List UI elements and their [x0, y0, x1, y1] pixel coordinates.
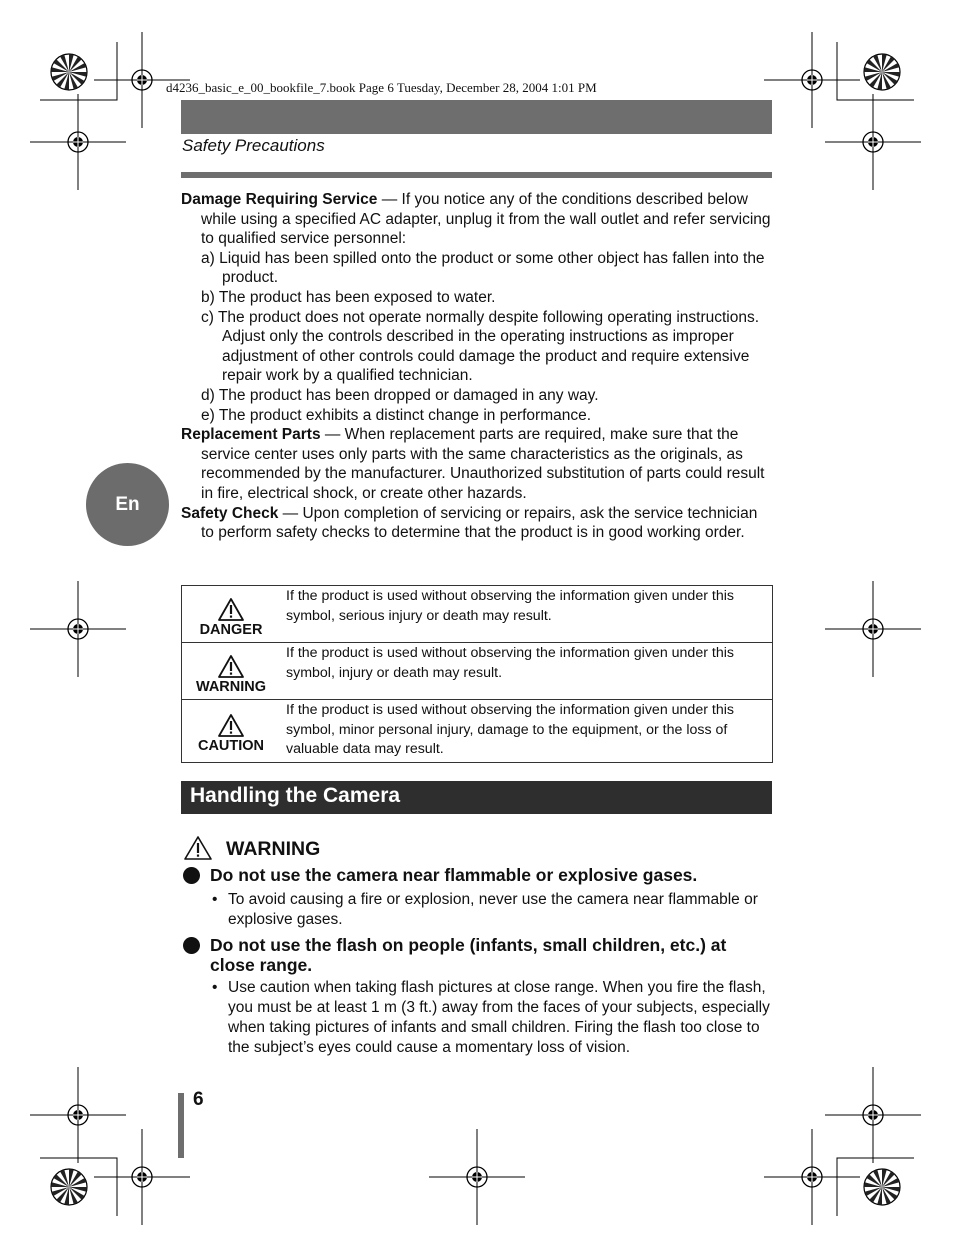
item-marker: e) — [201, 406, 215, 424]
header-bar — [181, 100, 772, 134]
item-text: The product has been dropped or damaged in any way. — [218, 386, 599, 404]
replacement-text: — When replacement parts are required, make sure that the service center uses only parts with the same characteristics as the originals, as recommended by the manufacturer. Unauthorized substitution of parts could result in fire, electrical shock, or create other hazards. — [201, 426, 765, 502]
list-item — [181, 288, 773, 308]
warning-item-text: To avoid causing a fire or explosion, never use the camera near flammable or explosive gases. — [228, 891, 758, 928]
hazard-symbol-table — [181, 585, 773, 763]
sub-bullet: • — [212, 891, 218, 908]
page-number: 6 — [193, 1089, 204, 1110]
caution-description: If the product is used without observing the information given under this symbol, minor personal injury, damage to the equipment, or the loss of valuable data may result. — [286, 702, 734, 758]
symbol-cell — [182, 700, 280, 762]
danger-description: If the product is used without observing the information given under this symbol, serious injury or death may result. — [286, 588, 734, 624]
item-text: The product exhibits a distinct change in performance. — [218, 406, 592, 424]
print-header-info: d4236_basic_e_00_bookfile_7.book Page 6 Tuesday, December 28, 2004 1:01 PM — [166, 80, 597, 95]
warning-item-heading — [183, 866, 773, 886]
section-label: Safety Precautions — [182, 136, 325, 155]
replacement-paragraph — [181, 425, 773, 503]
warning-description: If the product is used without observing the information given under this symbol, injury or death may result. — [286, 645, 734, 681]
bullet-dot-icon — [183, 867, 200, 884]
section-rule — [181, 172, 772, 178]
table-row — [182, 642, 772, 699]
section-heading-bar — [181, 781, 772, 814]
replacement-title: Replacement Parts — [181, 426, 321, 444]
item-marker: b) — [201, 288, 215, 306]
warning-triangle-icon — [183, 835, 213, 861]
symbol-cell — [182, 586, 280, 642]
safety-check-paragraph — [181, 504, 773, 543]
page-number-bar — [178, 1093, 184, 1158]
service-text — [181, 190, 773, 543]
warning-item-heading — [183, 936, 773, 975]
safety-check-title: Safety Check — [181, 504, 279, 522]
warning-label: WARNING — [195, 679, 267, 695]
table-row — [182, 586, 772, 642]
warning-item-title: Do not use the flash on people (infants, small children, etc.) at close range. — [210, 935, 727, 975]
damage-paragraph — [181, 190, 773, 249]
item-text: Liquid has been spilled onto the product or some other object has fallen into the product. — [219, 249, 765, 287]
warning-triangle-icon — [217, 713, 245, 738]
list-item — [181, 386, 773, 406]
safety-check-text: — Upon completion of servicing or repairs, ask the service technician to perform safety checks to determine that the product is in good working order. — [201, 504, 758, 542]
section-heading: Handling the Camera — [190, 784, 401, 807]
warning-item-detail — [212, 978, 772, 1058]
item-marker: d) — [201, 386, 215, 404]
caution-label: CAUTION — [197, 738, 265, 754]
list-item — [181, 406, 773, 426]
warning-item-detail — [212, 890, 772, 930]
warning-heading — [183, 834, 320, 861]
item-marker: a) — [201, 249, 215, 267]
language-tab: En — [86, 463, 169, 546]
danger-label: DANGER — [199, 622, 263, 638]
warning-triangle-icon — [217, 597, 245, 622]
sub-bullet: • — [212, 979, 218, 996]
bullet-dot-icon — [183, 937, 200, 954]
warning-title: WARNING — [226, 838, 321, 860]
damage-intro: — If you notice any of the conditions described below while using a specified AC adapter, unplug it from the wall outlet and refer servicing to qualified service personnel: — [201, 191, 771, 248]
list-item — [181, 308, 773, 386]
item-marker: c) — [201, 308, 214, 326]
damage-title: Damage Requiring Service — [181, 191, 378, 208]
symbol-cell — [182, 643, 280, 699]
table-row — [182, 699, 772, 762]
list-item — [181, 249, 773, 288]
item-text: The product has been exposed to water. — [218, 288, 496, 306]
warning-triangle-icon — [217, 654, 245, 679]
item-text: The product does not operate normally despite following operating instructions. Adjust only the controls described in the operating instructions as improper adjustment of other controls could damage the product and require extensive repair work by a qualified technician. — [217, 308, 760, 385]
warning-item-text: Use caution when taking flash pictures at close range. When you fire the flash, you must be at least 1 m (3 ft.) away from the faces of your subjects, especially when taking pictures of infants and small children. Firing the flash too close to the subject’s eyes could cause a momentary loss of vision. — [228, 979, 770, 1056]
warning-item-title: Do not use the camera near flammable or explosive gases. — [210, 865, 698, 885]
